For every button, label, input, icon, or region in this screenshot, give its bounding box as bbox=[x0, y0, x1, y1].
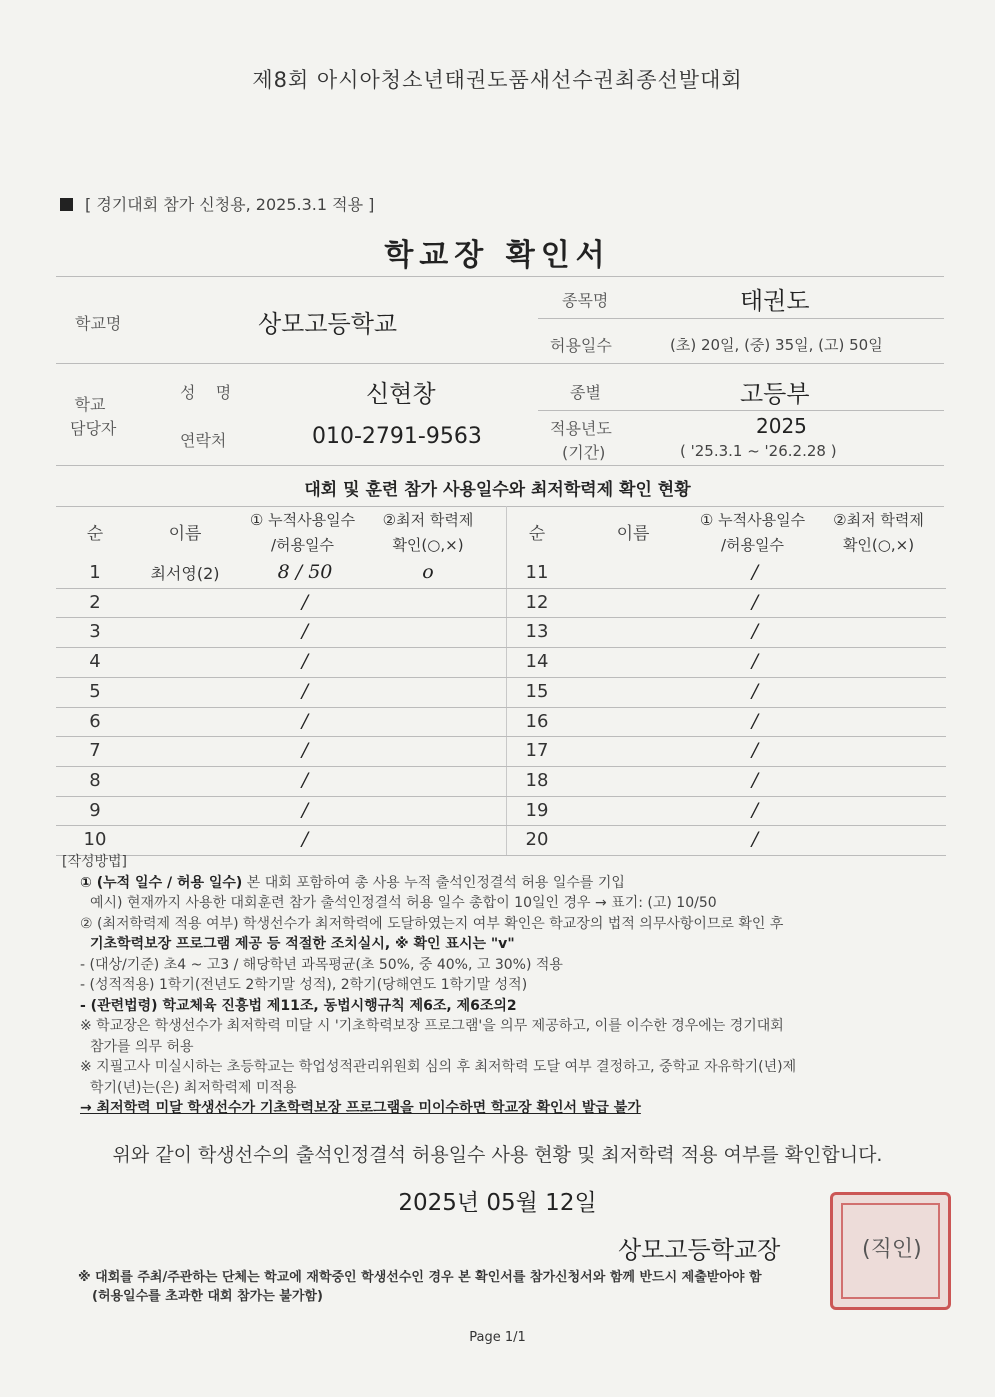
row-divider bbox=[56, 588, 946, 589]
row-number: 20 bbox=[525, 829, 549, 851]
row-number: 18 bbox=[525, 769, 549, 791]
row-number: 16 bbox=[525, 710, 549, 732]
contact-group-label-1: 학교 bbox=[74, 395, 106, 414]
note-4: - (성적적용) 1학기(전년도 2학기말 성적), 2학기(당해연도 1학기말 성적) bbox=[80, 977, 528, 993]
row-divider bbox=[56, 617, 946, 618]
notice-text: [ 경기대회 참가 신청용, 2025.3.1 적용 ] bbox=[85, 195, 375, 214]
footnote-line-1: ※ 대회를 주최/주관하는 단체는 학교에 재학중인 학생선수인 경우 본 확인서를 참가신청서와 함께 반드시 제출받아야 함 bbox=[78, 1270, 762, 1285]
sport-label: 종목명 bbox=[562, 291, 609, 310]
col-min-left-1: ②최저 학력제 bbox=[382, 511, 474, 529]
document-title: 학교장 확인서 bbox=[384, 238, 611, 273]
phone-value: 010-2791-9563 bbox=[312, 424, 482, 449]
row-number: 6 bbox=[89, 710, 101, 732]
row-divider bbox=[56, 647, 946, 648]
note-6a: ※ 학교장은 학생선수가 최저학력 미달 시 '기초학력보장 프로그램'을 의무 제공하고, 이를 이수한 경우에는 경기대회 bbox=[80, 1018, 784, 1034]
row-number: 9 bbox=[89, 799, 101, 821]
note-3: - (대상/기준) 초4 ~ 고3 / 해당학년 과목평균(초 50%, 중 40%, 고 30%) 적용 bbox=[80, 956, 563, 973]
event-title: 제8회 아시아청소년태권도품새선수권최종선발대회 bbox=[252, 68, 743, 92]
days-used: / bbox=[301, 650, 309, 673]
name-value: 신현창 bbox=[366, 380, 436, 408]
note-5: - (관련법령) 학교체육 진흥법 제11조, 동법시행규칙 제6조, 제6조의2 bbox=[80, 997, 517, 1014]
divider bbox=[56, 276, 944, 277]
note-7b: 학기(년)는(은) 최저학력제 미적용 bbox=[90, 1079, 297, 1096]
table-heading: 대회 및 훈련 참가 사용일수와 최저학력제 확인 현황 bbox=[304, 480, 691, 500]
seal-label: (직인) bbox=[862, 1237, 922, 1262]
min-academic-check: o bbox=[422, 561, 434, 583]
col-min-left-2: 확인(○,×) bbox=[392, 536, 464, 554]
row-divider bbox=[56, 766, 946, 767]
page-number: Page 1/1 bbox=[469, 1330, 526, 1345]
row-number: 15 bbox=[525, 680, 549, 702]
table-center-divider bbox=[506, 506, 507, 856]
row-number: 1 bbox=[89, 562, 101, 583]
school-label: 학교명 bbox=[75, 314, 122, 333]
sport-value: 태권도 bbox=[740, 287, 810, 315]
phone-label: 연락처 bbox=[180, 431, 227, 450]
days-used: / bbox=[751, 828, 759, 851]
row-number: 3 bbox=[89, 621, 101, 643]
col-days-right-2: /허용일수 bbox=[720, 536, 784, 554]
col-name-left: 이름 bbox=[168, 524, 202, 544]
days-used: / bbox=[301, 798, 309, 821]
row-divider bbox=[56, 825, 946, 826]
division-label: 종별 bbox=[570, 383, 601, 402]
row-number: 2 bbox=[89, 591, 101, 613]
row-number: 7 bbox=[89, 740, 101, 762]
footnote-line-2: (허용일수를 초과한 대회 참가는 불가함) bbox=[92, 1289, 323, 1304]
row-number: 10 bbox=[83, 829, 107, 851]
allowed-days-value: (초) 20일, (중) 35일, (고) 50일 bbox=[670, 336, 883, 354]
days-used: / bbox=[301, 679, 309, 702]
row-number: 4 bbox=[89, 651, 101, 673]
instructions bbox=[62, 852, 952, 1119]
year-label: 적용년도 bbox=[550, 419, 612, 438]
days-used: / bbox=[751, 798, 759, 821]
note-2b: 기초학력보장 프로그램 제공 등 적절한 조치실시, ※ 확인 표시는 "v" bbox=[90, 936, 515, 952]
row-divider bbox=[56, 677, 946, 678]
contact-group-label-2: 담당자 bbox=[70, 419, 117, 438]
row-divider bbox=[56, 796, 946, 797]
principal-name: 상모고등학교장 bbox=[618, 1236, 781, 1264]
year-value: 2025 bbox=[756, 414, 807, 438]
col-min-right-1: ②최저 학력제 bbox=[833, 511, 924, 529]
row-number: 19 bbox=[525, 799, 549, 821]
division-value: 고등부 bbox=[740, 380, 810, 408]
note-6b: 참가를 의무 허용 bbox=[90, 1038, 194, 1055]
days-used: / bbox=[751, 650, 759, 673]
issue-date: 2025년 05월 12일 bbox=[398, 1190, 597, 1216]
col-min-right-2: 확인(○,×) bbox=[842, 536, 915, 554]
square-bullet-icon bbox=[60, 198, 73, 211]
days-used: / bbox=[301, 768, 309, 791]
row-number: 12 bbox=[525, 591, 549, 613]
days-used: / bbox=[751, 679, 759, 702]
row-number: 11 bbox=[525, 562, 549, 583]
year-sub-label: (기간) bbox=[562, 443, 606, 462]
col-no-left: 순 bbox=[86, 524, 104, 544]
note-8: → 최저학력 미달 학생선수가 기초학력보장 프로그램을 미이수하면 학교장 확인서 발급 불가 bbox=[80, 1100, 641, 1116]
footnote bbox=[78, 1268, 762, 1306]
divider bbox=[538, 318, 944, 319]
days-used: / bbox=[751, 709, 759, 732]
days-used: / bbox=[301, 739, 309, 762]
col-days-left-2: /허용일수 bbox=[270, 536, 334, 554]
days-used: / bbox=[751, 590, 759, 613]
days-used: / bbox=[301, 709, 309, 732]
days-used: / bbox=[751, 768, 759, 791]
divider bbox=[56, 363, 944, 364]
col-days-right-1: ① 누적사용일수 bbox=[699, 511, 806, 529]
divider bbox=[56, 506, 944, 507]
days-used: 8 / 50 bbox=[277, 561, 333, 583]
row-number: 13 bbox=[525, 621, 549, 643]
confirmation-text: 위와 같이 학생선수의 출석인정결석 허용일수 사용 현황 및 최저학력 적용 여부를 확인합니다. bbox=[112, 1144, 883, 1166]
notes-title: [작성방법] bbox=[62, 854, 128, 870]
student-name: 최서영(2) bbox=[150, 564, 220, 583]
divider bbox=[56, 465, 944, 466]
row-number: 17 bbox=[525, 740, 549, 762]
note-2a: ② (최저학력제 적용 여부) 학생선수가 최저학력에 도달하였는지 여부 확인은 학교장의 법적 의무사항이므로 확인 후 bbox=[80, 915, 784, 932]
note-7a: ※ 지필고사 미실시하는 초등학교는 학업성적관리위원회 심의 후 최저학력 도달 여부 결정하고, 중학교 자유학기(년)제 bbox=[80, 1059, 797, 1075]
days-used: / bbox=[301, 590, 309, 613]
col-no-right: 순 bbox=[528, 524, 546, 544]
days-used: / bbox=[301, 828, 309, 851]
days-used: / bbox=[751, 739, 759, 762]
row-number: 8 bbox=[89, 769, 101, 791]
days-used: / bbox=[301, 620, 309, 643]
row-divider bbox=[56, 707, 946, 708]
year-period: ( '25.3.1 ~ '26.2.28 ) bbox=[680, 442, 837, 460]
allowed-days-label: 허용일수 bbox=[550, 336, 612, 355]
row-number: 14 bbox=[525, 651, 549, 673]
name-label: 성 명 bbox=[180, 383, 232, 402]
note-1: ① (누적 일수 / 허용 일수) 본 대회 포함하여 총 사용 누적 출석인정결석 허용 일수를 기입 bbox=[80, 874, 625, 891]
row-divider bbox=[56, 736, 946, 737]
school-value: 상모고등학교 bbox=[258, 310, 398, 338]
col-name-right: 이름 bbox=[616, 524, 650, 544]
days-used: / bbox=[751, 561, 759, 583]
note-1-example: 예시) 현재까지 사용한 대회훈련 참가 출석인정결석 허용 일수 총합이 10일인 경우 → 표기: (고) 10/50 bbox=[90, 895, 717, 911]
row-number: 5 bbox=[89, 680, 101, 702]
days-used: / bbox=[751, 620, 759, 643]
notice-line bbox=[60, 192, 374, 215]
divider bbox=[538, 410, 944, 411]
col-days-left-1: ① 누적사용일수 bbox=[249, 511, 356, 529]
